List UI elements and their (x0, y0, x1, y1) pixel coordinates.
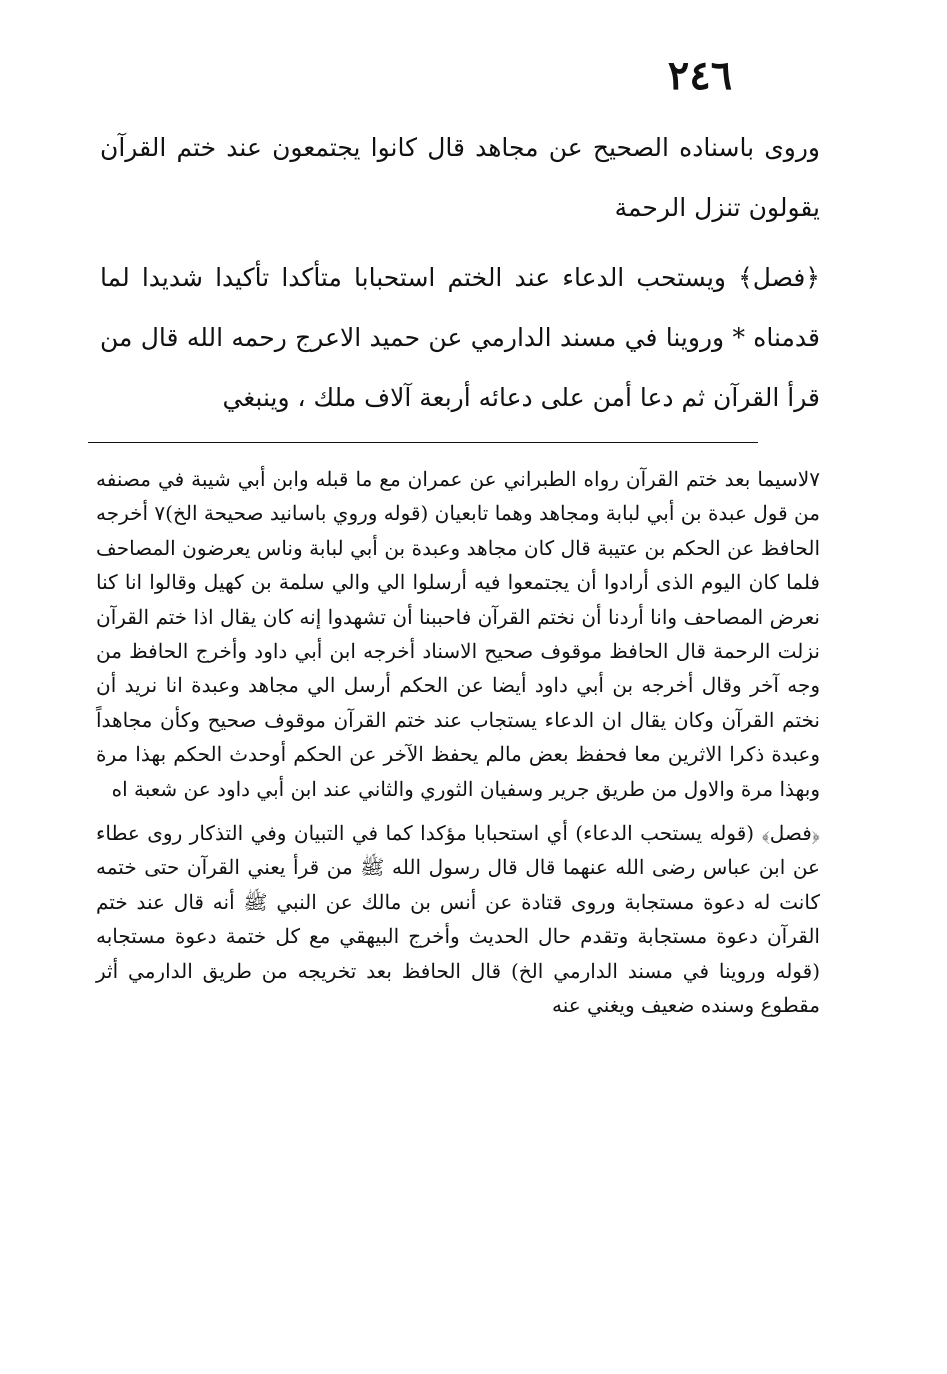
page-number: ٢٤٦ (667, 52, 733, 99)
commentary-paragraph: ٧لاسيما بعد ختم القرآن رواه الطبراني عن عمران مع ما قبله وابن أبي شيبة في مصنفه من قول عبدة بن أبي لبابة ومجاهد وهما تابعيان (قوله وروي باسانيد صحيحة الخ)٧ أخرجه الحافظ عن الحكم بن عتيبة قال كان مجاهد وعبدة بن أبي لبابة وناس يعرضون المصاحف فلما كان اليوم الذى أرادوا أن يجتمعوا فيه أرسلوا الي والي سلمة بن كهيل وقالوا انا كنا نعرض المصاحف وانا أردنا أن نختم القرآن فاحببنا أن تشهدوا إنه كان يقال اذا ختم القرآن نزلت الرحمة قال الحافظ موقوف صحيح الاسناد أخرجه ابن أبي داود وأخرج الحافظ من وجه آخر وقال أخرجه بن أبي داود أيضا عن الحكم أرسل الي مجاهد وعبدة انا نريد أن نختم القرآن وكان يقال ان الدعاء يستجاب عند ختم القرآن موقوف صحيح وكأن مجاهداً وعبدة ذكرا الاثرين معا فحفظ بعض مالم يحفظ الآخر عن الحكم أوحدث الحكم بهذا مرة وبهذا مرة والاول من طريق جرير وسفيان الثوري والثاني عند ابن أبي داود عن شعبة اه (96, 467, 820, 801)
commentary-block (96, 462, 820, 1023)
main-paragraph: وروى باسناده الصحيح عن مجاهد قال كانوا يجتمعون عند ختم القرآن يقولون تنزل الرحمة (100, 133, 820, 222)
main-paragraph: ﴿فصل﴾ ويستحب الدعاء عند الختم استحبابا متأكدا تأكيدا شديدا لما قدمناه * وروينا في مسند الدارمي عن حميد الاعرج رحمه الله قال من قرأ القرآن ثم دعا أمن على دعائه أربعة آلاف ملك ، وينبغي (100, 263, 820, 412)
commentary-paragraph: ﴿فصل﴾ (قوله يستحب الدعاء) أي استحبابا مؤكدا كما في التبيان وفي التذكار روى عطاء عن ابن عباس رضى الله عنهما قال قال رسول الله ﷺ من قرأ يعني القرآن حتى ختمه كانت له دعوة مستجابة وروى قتادة عن أنس بن مالك عن النبي ﷺ أنه قال عند ختم القرآن دعوة مستجابة وتقدم حال الحديث وأخرج البيهقي مع كل ختمة دعوة مستجابه (قوله وروينا في مسند الدارمي الخ) قال الحافظ بعد تخريجه من طريق الدارمي أثر مقطوع وسنده ضعيف ويغني عنه (96, 821, 820, 1018)
footnote-divider (88, 442, 758, 443)
main-text-block (100, 118, 820, 428)
